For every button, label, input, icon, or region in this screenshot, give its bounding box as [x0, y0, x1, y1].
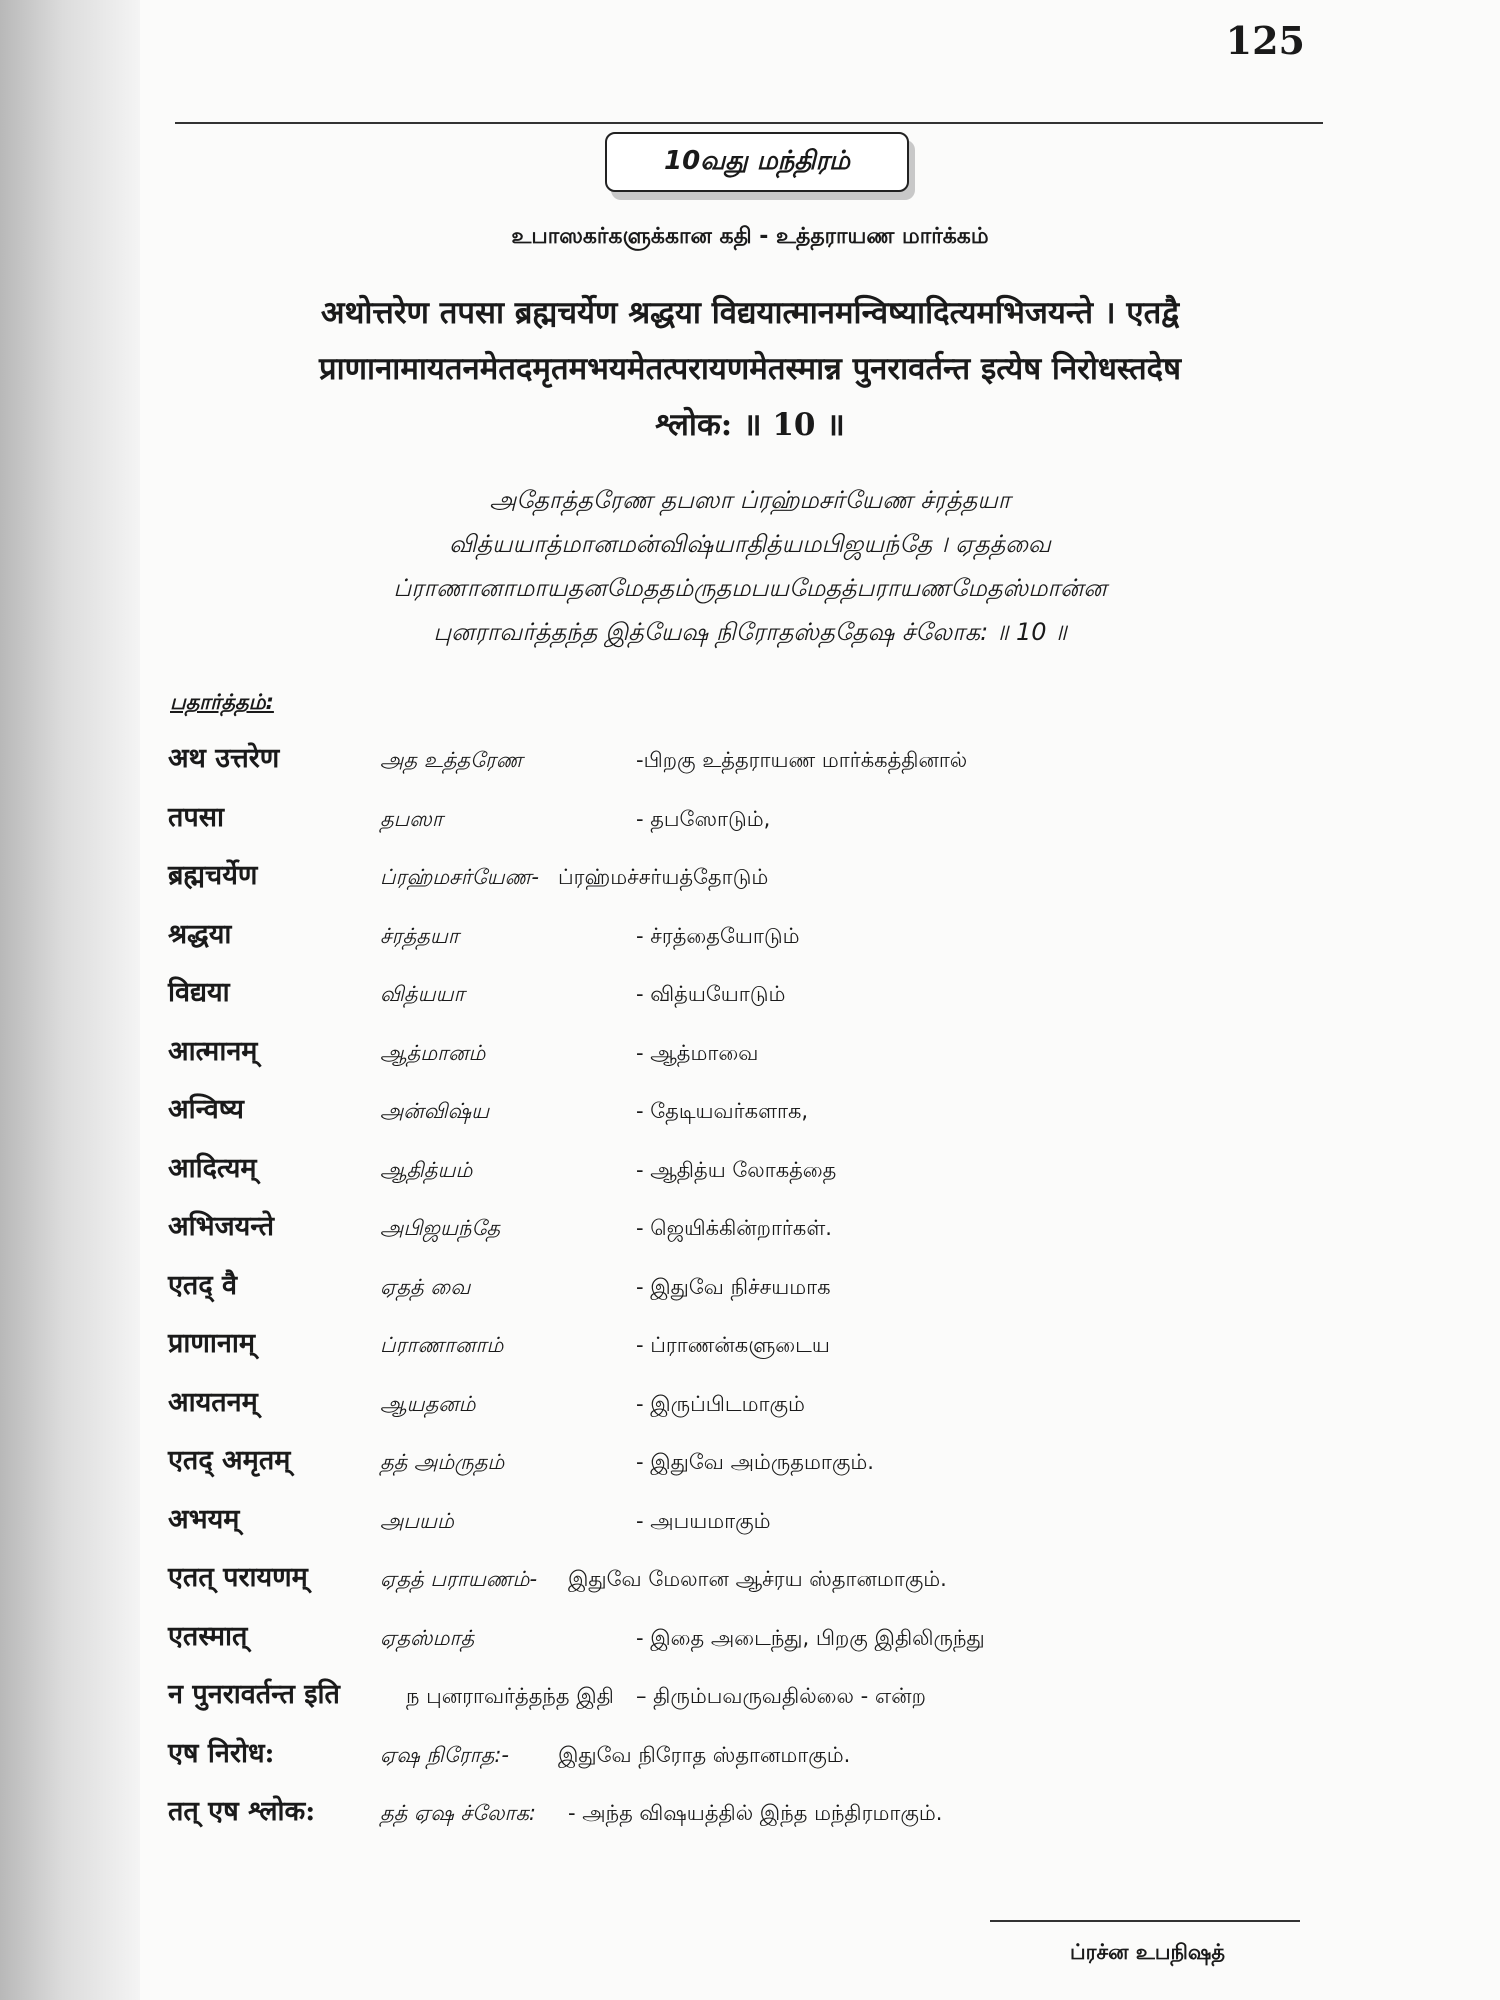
gloss-tamil: ஏதத் வை [380, 1274, 471, 1299]
padartham-label: பதார்த்தம்: [170, 690, 274, 714]
gloss-row [168, 847, 1328, 906]
gloss-row [168, 1374, 1328, 1433]
gloss-sanskrit: श्रद्धया [168, 918, 232, 950]
gloss-meaning: - அபயமாகும் [636, 1508, 771, 1533]
gloss-meaning: - இதுவே நிச்சயமாக [636, 1274, 831, 1299]
gloss-row [168, 1023, 1328, 1082]
gloss-tamil: தத் அம்ருதம் [380, 1450, 505, 1474]
gloss-row [168, 1198, 1328, 1257]
gloss-sanskrit: तपसा [168, 801, 224, 833]
gloss-tamil: அத உத்தரேண [380, 748, 523, 772]
gloss-sanskrit: अन्विष्य [168, 1094, 244, 1125]
gloss-meaning: - அந்த விஷயத்தில் இந்த மந்திரமாகும். [568, 1801, 943, 1825]
gloss-row [168, 906, 1328, 965]
gloss-meaning: – திரும்பவருவதில்லை - என்ற [636, 1684, 926, 1708]
gloss-tamil: ப்ரஹ்மசர்யேண- [380, 865, 539, 889]
gloss-tamil: ஆதித்யம் [380, 1157, 473, 1182]
translit-line: ப்ராணானாமாயதனமேததம்ருதமபயமேதத்பராயணமேதஸ்மான்ன [393, 574, 1107, 602]
gloss-row [168, 1725, 1328, 1784]
gloss-row [168, 1783, 1328, 1842]
gloss-row [168, 730, 1328, 789]
gloss-sanskrit: तत् एष श्लोक: [168, 1796, 316, 1827]
gloss-sanskrit: एतत् परायणम् [168, 1562, 308, 1593]
gloss-sanskrit: एष निरोध: [168, 1737, 275, 1769]
gloss-tamil: ஏதத் பராயணம்- [380, 1567, 538, 1591]
gloss-meaning: - வித்யயோடும் [636, 982, 786, 1006]
gloss-row [168, 1491, 1328, 1550]
gloss-meaning: இதுவே மேலான ஆச்ரய ஸ்தானமாகும். [568, 1567, 947, 1591]
gloss-row [168, 1081, 1328, 1140]
gloss-row [168, 1666, 1328, 1725]
gloss-sanskrit: एतद् अमृतम् [168, 1445, 291, 1476]
gloss-meaning: இதுவே நிரோத ஸ்தானமாகும். [558, 1742, 851, 1767]
page-number: 125 [1225, 18, 1305, 63]
verse-line: प्राणानामायतनमेतदमृतमभयमेतत्परायणमेतस्मान्न पुनरावर्तन्त इत्येष निरोधस्तदेष [318, 351, 1182, 387]
gloss-sanskrit: अभयम् [168, 1503, 240, 1535]
gloss-sanskrit: आदित्यम् [168, 1152, 257, 1184]
gloss-tamil: ஆத்மானம் [380, 1040, 486, 1065]
gloss-meaning: - இதுவே அம்ருதமாகும். [636, 1450, 874, 1474]
gloss-sanskrit: अथ उत्तरेण [168, 743, 280, 774]
gloss-tamil: அபிஜயந்தே [380, 1216, 501, 1240]
gloss-meaning: -பிறகு உத்தராயண மார்க்கத்தினால் [636, 748, 968, 772]
gloss-tamil: வித்யயா [380, 982, 465, 1006]
gloss-sanskrit: विद्यया [168, 977, 230, 1008]
footer-rule [990, 1920, 1300, 1922]
gloss-meaning: - தேடியவர்களாக, [636, 1099, 809, 1123]
header-rule [175, 122, 1323, 124]
book-footer-title: ப்ரச்ன உபநிஷத் [1070, 1940, 1226, 1964]
gloss-tamil: ஏஷ நிரோத:- [380, 1742, 509, 1767]
gloss-tamil: தபஸா [380, 806, 443, 831]
gloss-tamil: ப்ராணானாம் [380, 1333, 504, 1357]
gloss-tamil: அபயம் [380, 1508, 454, 1533]
gloss-tamil: ந புனராவர்த்தந்த இதி [406, 1684, 614, 1708]
gloss-tamil: ச்ரத்தயா [380, 923, 459, 948]
gloss-tamil: ஏதஸ்மாத் [380, 1625, 475, 1650]
translit-line: வித்யயாத்மானமன்விஷ்யாதித்யமபிஜயந்தே । ஏதத்வை [449, 530, 1051, 558]
gloss-sanskrit: आयतनम् [168, 1386, 258, 1418]
gloss-tamil: தத் ஏஷ ச்லோக: [380, 1801, 537, 1825]
gloss-row [168, 964, 1328, 1023]
gloss-meaning: - இதை அடைந்து, பிறகு இதிலிருந்து [636, 1625, 985, 1650]
gloss-sanskrit: प्राणानाम् [168, 1328, 255, 1359]
gloss-row [168, 1432, 1328, 1491]
verse-line: अथोत्तरेण तपसा ब्रह्मचर्येण श्रद्धया विद्ययात्मानमन्विष्यादित्यमभिजयन्ते । एतद्वै [320, 295, 1180, 331]
gloss-sanskrit: एतद् वै [168, 1269, 238, 1301]
gloss-row [168, 1608, 1328, 1667]
book-spine-shadow [0, 0, 140, 2000]
gloss-row [168, 1257, 1328, 1316]
gloss-row [168, 789, 1328, 848]
word-meaning-list [168, 730, 1328, 1842]
gloss-meaning: - ச்ரத்தையோடும் [636, 923, 800, 948]
gloss-meaning: - ஆத்மாவை [636, 1040, 759, 1065]
gloss-meaning: ப்ரஹ்மச்சர்யத்தோடும் [558, 865, 769, 889]
gloss-meaning: - ப்ராணன்களுடைய [636, 1333, 830, 1357]
gloss-meaning: - ஜெயிக்கின்றார்கள். [636, 1216, 832, 1240]
sanskrit-verse [180, 285, 1320, 453]
gloss-row [168, 1549, 1328, 1608]
translit-line: புனராவர்த்தந்த இத்யேஷ நிரோதஸ்ததேஷ ச்லோக: ॥ 10 ॥ [433, 618, 1067, 646]
gloss-sanskrit: एतस्मात् [168, 1620, 248, 1652]
gloss-row [168, 1140, 1328, 1199]
gloss-sanskrit: ब्रह्मचर्येण [168, 860, 258, 891]
gloss-meaning: - இருப்பிடமாகும் [636, 1391, 805, 1416]
gloss-meaning: - ஆதித்ய லோகத்தை [636, 1157, 837, 1182]
section-subtitle: உபாஸகர்களுக்கான கதி - உத்தராயண மார்க்கம் [511, 224, 989, 249]
gloss-sanskrit: आत्मानम् [168, 1035, 258, 1067]
mantra-heading: 10வது மந்திரம் [605, 132, 909, 192]
gloss-sanskrit: न पुनरावर्तन्त इति [168, 1679, 340, 1710]
gloss-meaning: - தபஸோடும், [636, 806, 771, 831]
gloss-sanskrit: अभिजयन्ते [168, 1211, 275, 1242]
verse-line: श्लोक: ॥ 10 ॥ [655, 407, 845, 443]
gloss-tamil: ஆயதனம் [380, 1391, 476, 1416]
gloss-tamil: அன்விஷ்ய [380, 1099, 490, 1123]
tamil-transliteration [180, 478, 1320, 654]
translit-line: அதோத்தரேண தபஸா ப்ரஹ்மசர்யேண ச்ரத்தயா [489, 486, 1011, 514]
gloss-row [168, 1315, 1328, 1374]
